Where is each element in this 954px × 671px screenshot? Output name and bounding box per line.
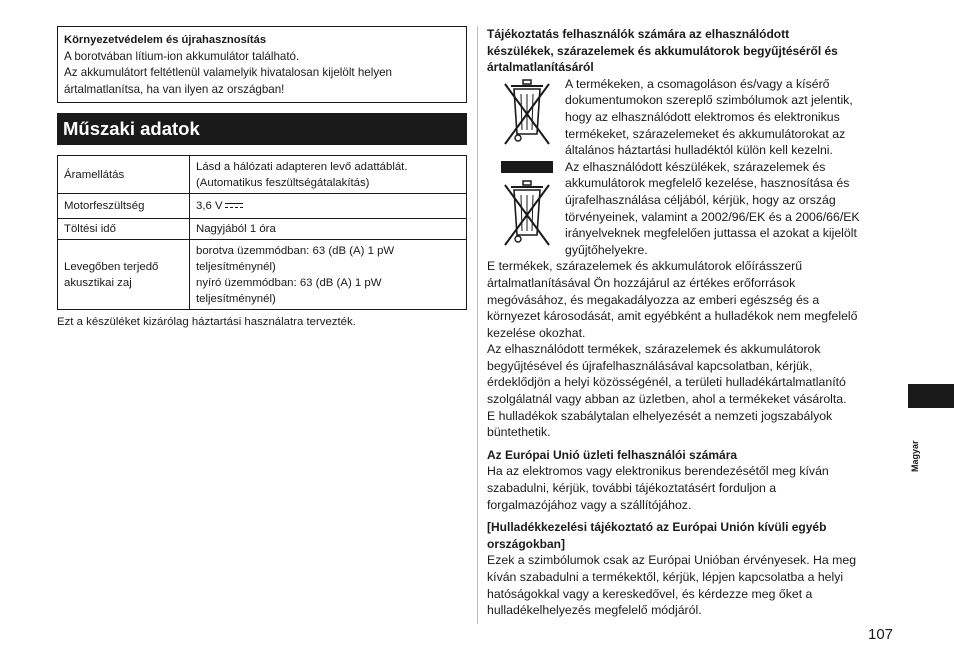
heading-line: ártalmatlanításáról xyxy=(487,60,594,75)
text-line: szolgálatnál vagy abban az üzletben, ahol a termékeket vásárolta. xyxy=(487,392,847,407)
page-number: 107 xyxy=(868,626,894,643)
non-eu-paragraph xyxy=(487,552,892,618)
text-line: akkumulátorok megfelelő kezelése, hasznosítása és xyxy=(565,176,850,191)
text-line: kíván szabadulni a termékektől, kérjük, lépjen kapcsolatba a helyi xyxy=(487,570,844,584)
spec-value: Nagyjából 1 óra xyxy=(190,219,467,240)
spec-label-line: akusztikai zaj xyxy=(64,276,132,289)
column-divider xyxy=(477,26,478,624)
disposal-heading xyxy=(487,26,892,76)
text-line: ártalmatlanításával Ön hozzájárul az értékes erőforrások xyxy=(487,275,796,290)
text-line: Az elhasználódott készülékek, szárazelemek és xyxy=(565,159,826,174)
disposal-paragraph xyxy=(487,258,892,441)
heading-line: készülékek, szárazelemek és akkumulátorok begyűjtéséről és xyxy=(487,43,838,58)
spec-value-line: teljesítménynél) xyxy=(196,260,276,273)
spec-value-line: 3,6 V xyxy=(196,200,223,212)
text-line: A termékeken, a csomagoláson és/vagy a kísérő xyxy=(565,76,830,91)
text-line: forgalmazójához vagy a szállítójához. xyxy=(487,497,692,512)
text-line: Ezek a szimbólumok csak az Európai Unióban érvényesek. Ha meg xyxy=(487,553,857,568)
language-label xyxy=(906,432,926,472)
spec-value xyxy=(190,240,467,310)
spec-label-line: Levegőben terjedő xyxy=(64,260,159,273)
spec-value-line: (Automatikus feszültségátalakítás) xyxy=(196,176,370,189)
text-line: E hulladékok szabálytalan elhelyezését a nemzeti jogszabályok xyxy=(487,408,833,423)
environment-line: Az akkumulátort feltétlenül valamelyik hivatalosan kijelölt helyen xyxy=(64,66,393,79)
text-line: hulladékelhelyezés megfelelő módjáról. xyxy=(487,603,702,618)
text-line: újrafelhasználása céljából, kérjük, hogy az ország xyxy=(565,192,836,207)
spec-value-line: teljesítménynél) xyxy=(196,292,276,305)
heading-line: [Hulladékkezelési tájékoztató az Európai Unión kívüli egyéb xyxy=(487,520,827,535)
eu-business-paragraph xyxy=(487,463,892,513)
specs-table xyxy=(57,155,467,310)
heading-line: országokban] xyxy=(487,536,566,551)
crossed-bin-icon xyxy=(501,78,553,148)
dc-symbol-icon xyxy=(225,202,243,210)
spec-value xyxy=(190,156,467,194)
table-row xyxy=(58,240,467,310)
non-eu-heading xyxy=(487,519,892,552)
crossed-bin-battery-icon xyxy=(501,179,553,249)
spec-value xyxy=(190,194,467,219)
text-line: érdeklődjön a helyi közösségénél, a területi hulladékártalmatlanító xyxy=(487,375,846,390)
text-line: Az elhasználódott termékek, szárazelemek és akkumulátorok xyxy=(487,342,821,357)
eu-business-heading: Az Európai Unió üzleti felhasználói számára xyxy=(487,447,738,462)
text-line: irányelveknek megfelelően juttassa el azokat a kijelölt xyxy=(565,226,857,241)
weee-symbols xyxy=(501,78,553,254)
spec-value-line: nyíró üzemmódban: 63 (dB (A) 1 pW xyxy=(196,276,382,289)
table-row xyxy=(58,156,467,194)
spec-label xyxy=(58,240,190,310)
text-line: E termékek, szárazelemek és akkumulátorok előírásszerű xyxy=(487,259,803,274)
left-column xyxy=(57,26,467,328)
language-tab xyxy=(908,384,954,408)
text-line: kezelése okozhat. xyxy=(487,325,586,340)
text-line: begyűjtésével és újrafelhasználásával kapcsolatban, kérjük, xyxy=(487,358,813,373)
environment-line: A borotvában lítium-ion akkumulátor található. xyxy=(64,49,300,63)
spec-value-line: borotva üzemmódban: 63 (dB (A) 1 pW xyxy=(196,244,395,257)
text-line: Ha az elektromos vagy elektronikus berendezésétől meg kíván xyxy=(487,464,829,479)
underline-bar xyxy=(501,161,553,173)
intro-paragraph xyxy=(565,76,892,259)
environment-line: ártalmatlanítsa, ha van ilyen az országban! xyxy=(64,82,285,96)
text-line: dokumentumokon szereplő szimbólumok azt jelentik, xyxy=(565,93,853,108)
text-line: hogy az elhasználódott elektromos és elektronikus xyxy=(565,109,840,124)
text-line: hatóságokkal vagy a kereskedővel, és kérdezze meg őket a xyxy=(487,586,813,601)
text-line: környezet károsodását, amit egyébként a hulladékok nem megfelelő xyxy=(487,309,858,324)
table-row xyxy=(58,219,467,240)
heading-line: Tájékoztatás felhasználók számára az elhasználódott xyxy=(487,27,790,41)
spec-label: Töltési idő xyxy=(58,219,190,240)
spec-label: Motorfeszültség xyxy=(58,194,190,219)
right-column xyxy=(487,26,892,619)
text-line: gyűjtőhelyekre. xyxy=(565,242,648,257)
table-row xyxy=(58,194,467,219)
usage-note: Ezt a készüléket kizárólag háztartási használatra tervezték. xyxy=(57,316,356,328)
text-line: szabadulni, kérjük, további tájékoztatásért forduljon a xyxy=(487,481,777,496)
spec-value-line: Lásd a hálózati adapteren levő adattáblát. xyxy=(196,160,408,173)
text-line: megóvásához, és megakadályozza az emberi egészség és a xyxy=(487,292,820,307)
text-line: törvényeinek, valamint a 2002/96/EK és a 2006/66/EK xyxy=(565,209,860,224)
text-line: büntethetik. xyxy=(487,425,551,440)
specs-title: Műszaki adatok xyxy=(57,113,467,145)
text-line: termékeket, szárazelemeket és akkumulátorokat az xyxy=(565,126,846,141)
spec-label: Áramellátás xyxy=(58,156,190,194)
language-label-text: Magyar xyxy=(910,440,920,472)
environment-box xyxy=(57,26,467,103)
environment-heading: Környezetvédelem és újrahasznosítás xyxy=(64,34,267,46)
text-line: általános háztartási hulladéktól külön kell kezelni. xyxy=(565,143,833,158)
